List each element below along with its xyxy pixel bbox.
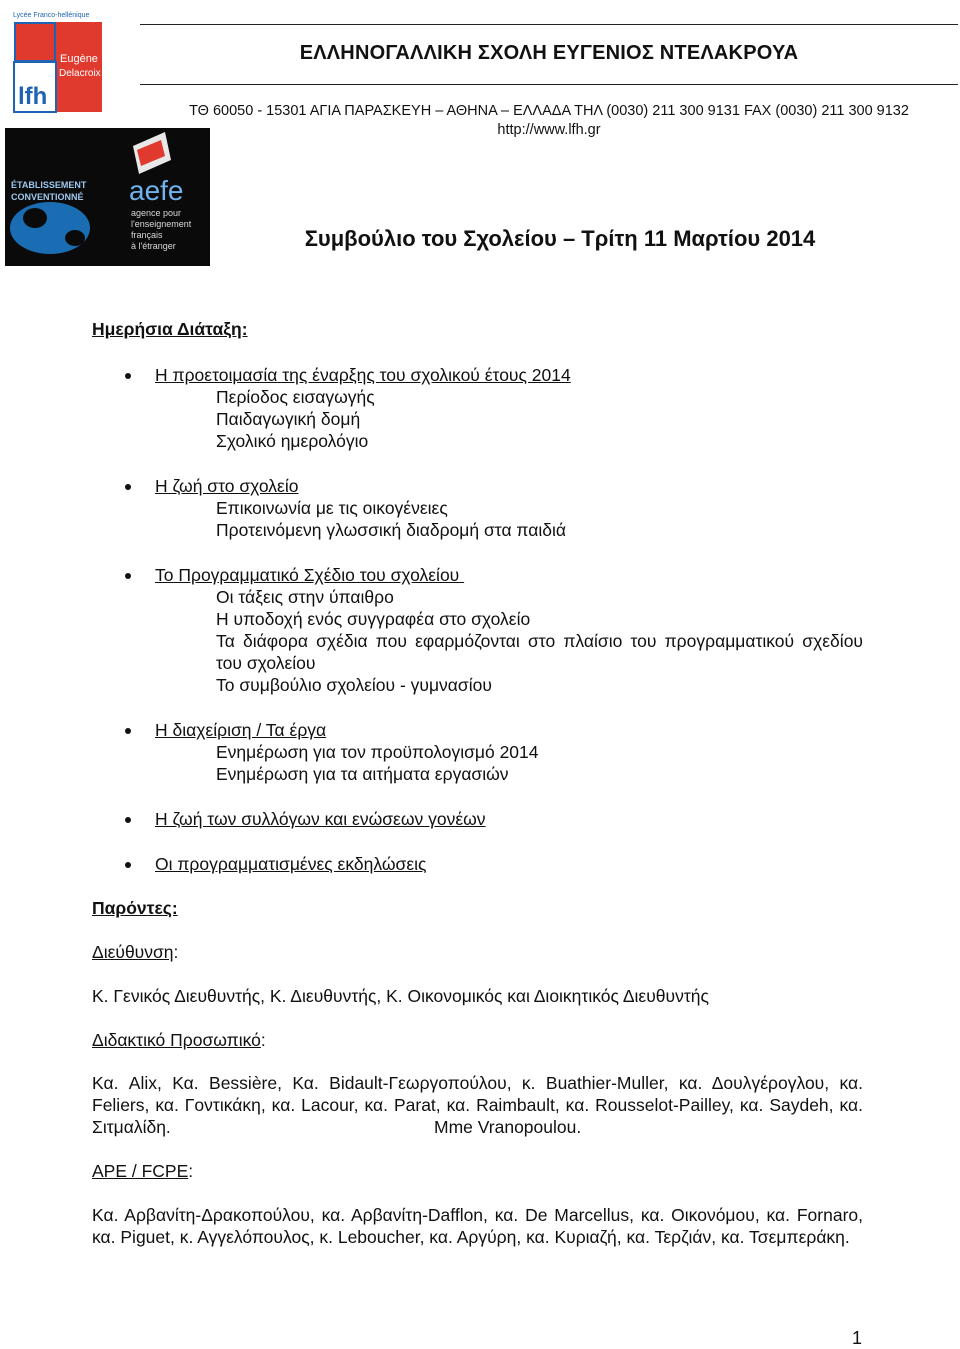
direction-text: Κ. Γενικός Διευθυντής, Κ. Διευθυντής, Κ. Οικονομικός και Διοικητικός Διευθυντής — [92, 986, 709, 1006]
agenda-sub-1-1: Περίοδος εισαγωγής — [216, 387, 375, 407]
aefe-logo-line1: agence pour — [131, 208, 182, 218]
ape-text: Κα. Αρβανίτη-Δρακοπούλου, κα. Αρβανίτη-Dafflon, κα. De Marcellus, κα. Οικονόμου, κα. Fornaro, κα. Piguet, κ. Αγγελόπουλος, κ. Leboucher, κα. Αργύρη, κα. Κυριαζή, κα. Τερζιάν, κα. Τσεμπεράκη. — [92, 1205, 863, 1247]
agenda-sub-3-2: Η υποδοχή ενός συγγραφέα στο σχολείο — [216, 609, 531, 629]
direction-label: Διεύθυνση — [92, 942, 174, 962]
lfh-logo — [10, 8, 106, 114]
school-website-link[interactable]: http://www.lfh.gr — [497, 122, 601, 138]
lfh-logo-eugene: Eugène — [60, 53, 98, 65]
school-name: ΕΛΛΗΝΟΓΑΛΛΙΚΗ ΣΧΟΛΗ ΕΥΓΕΝΙΟΣ ΝΤΕΛΑΚΡΟΥΑ — [299, 42, 799, 64]
bullet-icon — [125, 862, 131, 868]
agenda-sub-4-1: Ενημέρωση για τον προϋπολογισμό 2014 — [216, 742, 539, 762]
direction-colon: : — [173, 942, 179, 962]
lfh-logo-delacroix: Delacroix — [59, 68, 101, 79]
agenda-sub-1-3: Σχολικό ημερολόγιο — [216, 431, 369, 451]
agenda-item-6: Οι προγραμματισμένες εκδηλώσεις — [155, 854, 427, 874]
agenda-item-4: Η διαχείριση / Τα έργα — [155, 720, 327, 740]
page-number: 1 — [852, 1328, 863, 1348]
aefe-logo-map-gap — [23, 208, 47, 228]
bullet-icon — [125, 373, 131, 379]
agenda-heading: Ημερήσια Διάταξη: — [92, 319, 248, 339]
lfh-logo-red-square — [16, 24, 54, 60]
aefe-logo-map-gap — [65, 230, 85, 246]
bullet-icon — [125, 484, 131, 490]
aefe-logo-map — [10, 202, 90, 254]
aefe-logo-line2: l'enseignement — [131, 219, 192, 229]
attendees-heading: Παρόντες: — [92, 898, 178, 918]
agenda-sub-2-1: Επικοινωνία με τις οικογένειες — [216, 498, 448, 518]
school-address: ΤΘ 60050 - 15301 ΑΓΙΑ ΠΑΡΑΣΚΕΥΗ – ΑΘΗΝΑ – ΕΛΛΑΔΑ ΤΗΛ (0030) 211 300 9131 FAX (0030) 211 300 9132 — [189, 103, 909, 119]
lfh-logo-caption: Lycée Franco-hellénique — [13, 12, 90, 19]
agenda-item-5: Η ζωή των συλλόγων και ενώσεων γονέων — [155, 809, 486, 829]
teaching-staff-colon: : — [260, 1030, 266, 1050]
agenda-sub-2-2: Προτεινόμενη γλωσσική διαδρομή στα παιδιά — [216, 520, 566, 540]
agenda-sub-1-2: Παιδαγωγική δομή — [216, 409, 361, 429]
header-rule-top — [140, 24, 958, 25]
document-title: Συμβούλιο του Σχολείου – Τρίτη 11 Μαρτίου 2014 — [304, 226, 816, 251]
teaching-staff-text: Κα. Alix, Κα. Bessière, Κα. Bidault-Γεωργοπούλου, κ. Buathier-Muller, κα. Δουλγέρογλου, κα. Feliers, κα. Γοντικάκη, κα. Lacour, κα. Parat, κα. Raimbault, κα. Rousselot-Pailley, κα. Saydeh, κα. Σιτμαλίδη. — [92, 1073, 863, 1137]
ape-colon: : — [188, 1161, 194, 1181]
agenda-sub-4-2: Ενημέρωση για τα αιτήματα εργασιών — [216, 764, 509, 784]
aefe-logo — [5, 128, 210, 266]
agenda-item-2: Η ζωή στο σχολείο — [155, 476, 299, 496]
teaching-staff-label-line — [92, 1029, 266, 1051]
direction-label-line — [92, 941, 178, 963]
aefe-logo-line4: à l'étranger — [131, 241, 176, 251]
agenda-item-3: Το Προγραμματικό Σχέδιο του σχολείου — [155, 565, 465, 585]
agenda-item-1: Η προετοιμασία της έναρξης του σχολικού έτους 2014 — [155, 365, 571, 385]
aefe-logo-line3: français — [131, 230, 163, 240]
teaching-staff-extra: Mme Vranopoulou. — [434, 1117, 582, 1137]
bullet-icon — [125, 817, 131, 823]
bullet-icon — [125, 573, 131, 579]
lfh-logo-red-band — [56, 22, 102, 112]
header-rule-middle — [140, 84, 958, 85]
aefe-logo-word: aefe — [129, 175, 184, 206]
agenda-sub-3-4: Το συμβούλιο σχολείου - γυμνασίου — [216, 675, 492, 695]
ape-label-line — [92, 1160, 193, 1182]
agenda-sub-3-1: Οι τάξεις στην ύπαιθρο — [216, 587, 394, 607]
aefe-logo-conventionne: CONVENTIONNÉ — [11, 192, 84, 202]
teaching-staff-label: Διδακτικό Προσωπικό — [92, 1030, 261, 1050]
bullet-icon — [125, 728, 131, 734]
agenda-sub-3-3: Τα διάφορα σχέδια που εφαρμόζονται στο πλαίσιο του προγραμματικού σχεδίου του σχολείου — [216, 631, 863, 673]
aefe-logo-etablissement: ÉTABLISSEMENT — [11, 180, 87, 190]
ape-label: APE / FCPE — [92, 1161, 189, 1181]
lfh-logo-letters: lfh — [18, 83, 48, 110]
